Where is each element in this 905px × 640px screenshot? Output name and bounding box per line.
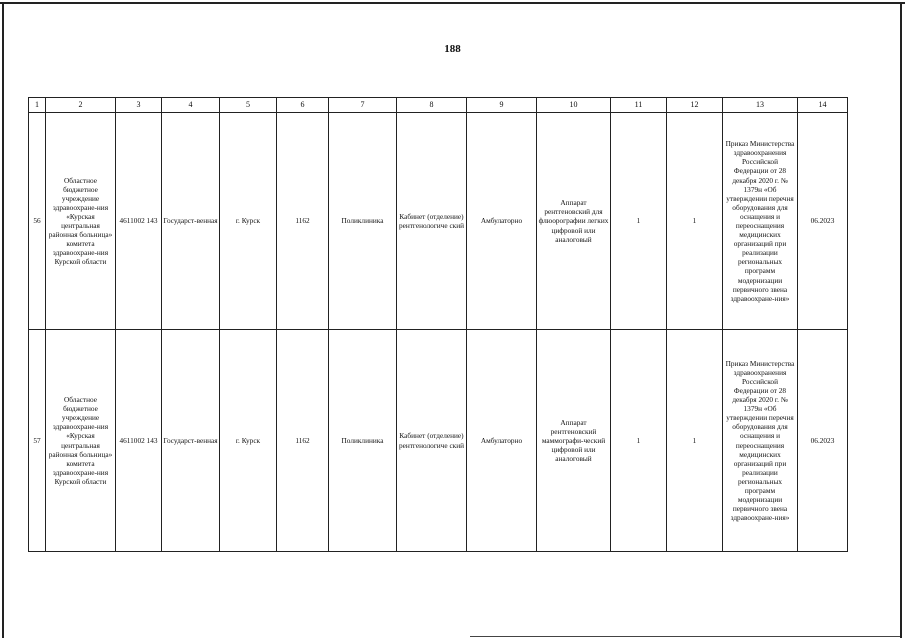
column-header: 5 [220,98,277,113]
table-row [29,330,848,552]
date-cell: 06.2023 [798,113,848,330]
care-mode-cell: Амбулаторно [467,330,537,552]
ownership-cell: Государст-венная [162,113,220,330]
table-row [29,113,848,330]
column-header: 2 [46,98,116,113]
organization-cell: Областное бюджетное учреждение здравоохране-ния «Курская центральная районная больница» комитета здравоохране-ния Курской области [46,330,116,552]
code-cell: 4611002 143 [116,330,162,552]
number-cell: 1162 [277,330,329,552]
column-header: 12 [667,98,723,113]
city-cell: г. Курск [220,113,277,330]
column-header: 14 [798,98,848,113]
number-cell: 1162 [277,113,329,330]
row-number-cell: 57 [29,330,46,552]
quantity-cell: 1 [667,113,723,330]
column-header: 4 [162,98,220,113]
scan-border-top [0,2,905,4]
organization-cell: Областное бюджетное учреждение здравоохране-ния «Курская центральная районная больница» комитета здравоохране-ния Курской области [46,113,116,330]
column-header: 11 [611,98,667,113]
quantity-cell: 1 [611,330,667,552]
page-number: 188 [444,43,461,55]
code-cell: 4611002 143 [116,113,162,330]
column-header: 13 [723,98,798,113]
facility-cell: Поликлиника [329,330,397,552]
column-header: 8 [397,98,467,113]
quantity-cell: 1 [611,113,667,330]
ownership-cell: Государст-венная [162,330,220,552]
column-header: 6 [277,98,329,113]
equipment-table [28,97,848,552]
department-cell: Кабинет (отделение) рентгенологиче ский [397,330,467,552]
column-header: 1 [29,98,46,113]
column-header: 3 [116,98,162,113]
care-mode-cell: Амбулаторно [467,113,537,330]
city-cell: г. Курск [220,330,277,552]
facility-cell: Поликлиника [329,113,397,330]
equipment-cell: Аппарат рентгеновский маммографи-ческий цифровой или аналоговый [537,330,611,552]
date-cell: 06.2023 [798,330,848,552]
scan-border-right [900,2,902,638]
basis-cell: Приказ Министерства здравоохранения Российской Федерации от 28 декабря 2020 г. № 1379н «Об утверждении перечня оборудования для оснащения и переоснащения медицинских организаций при реализации региональных программ модернизации первичного звена здравоохране-ния» [723,113,798,330]
column-header: 9 [467,98,537,113]
department-cell: Кабинет (отделение) рентгенологиче ский [397,113,467,330]
scan-border-left [2,2,4,638]
equipment-cell: Аппарат рентгеновский для флюорографии легких цифровой или аналоговый [537,113,611,330]
column-header: 7 [329,98,397,113]
scan-border-bottom [470,636,900,637]
basis-cell: Приказ Министерства здравоохранения Российской Федерации от 28 декабря 2020 г. № 1379н «Об утверждении перечня оборудования для оснащения и переоснащения медицинских организаций при реализации региональных программ модернизации первичного звена здравоохране-ния» [723,330,798,552]
quantity-cell: 1 [667,330,723,552]
table-header-row [29,98,848,113]
row-number-cell: 56 [29,113,46,330]
column-header: 10 [537,98,611,113]
